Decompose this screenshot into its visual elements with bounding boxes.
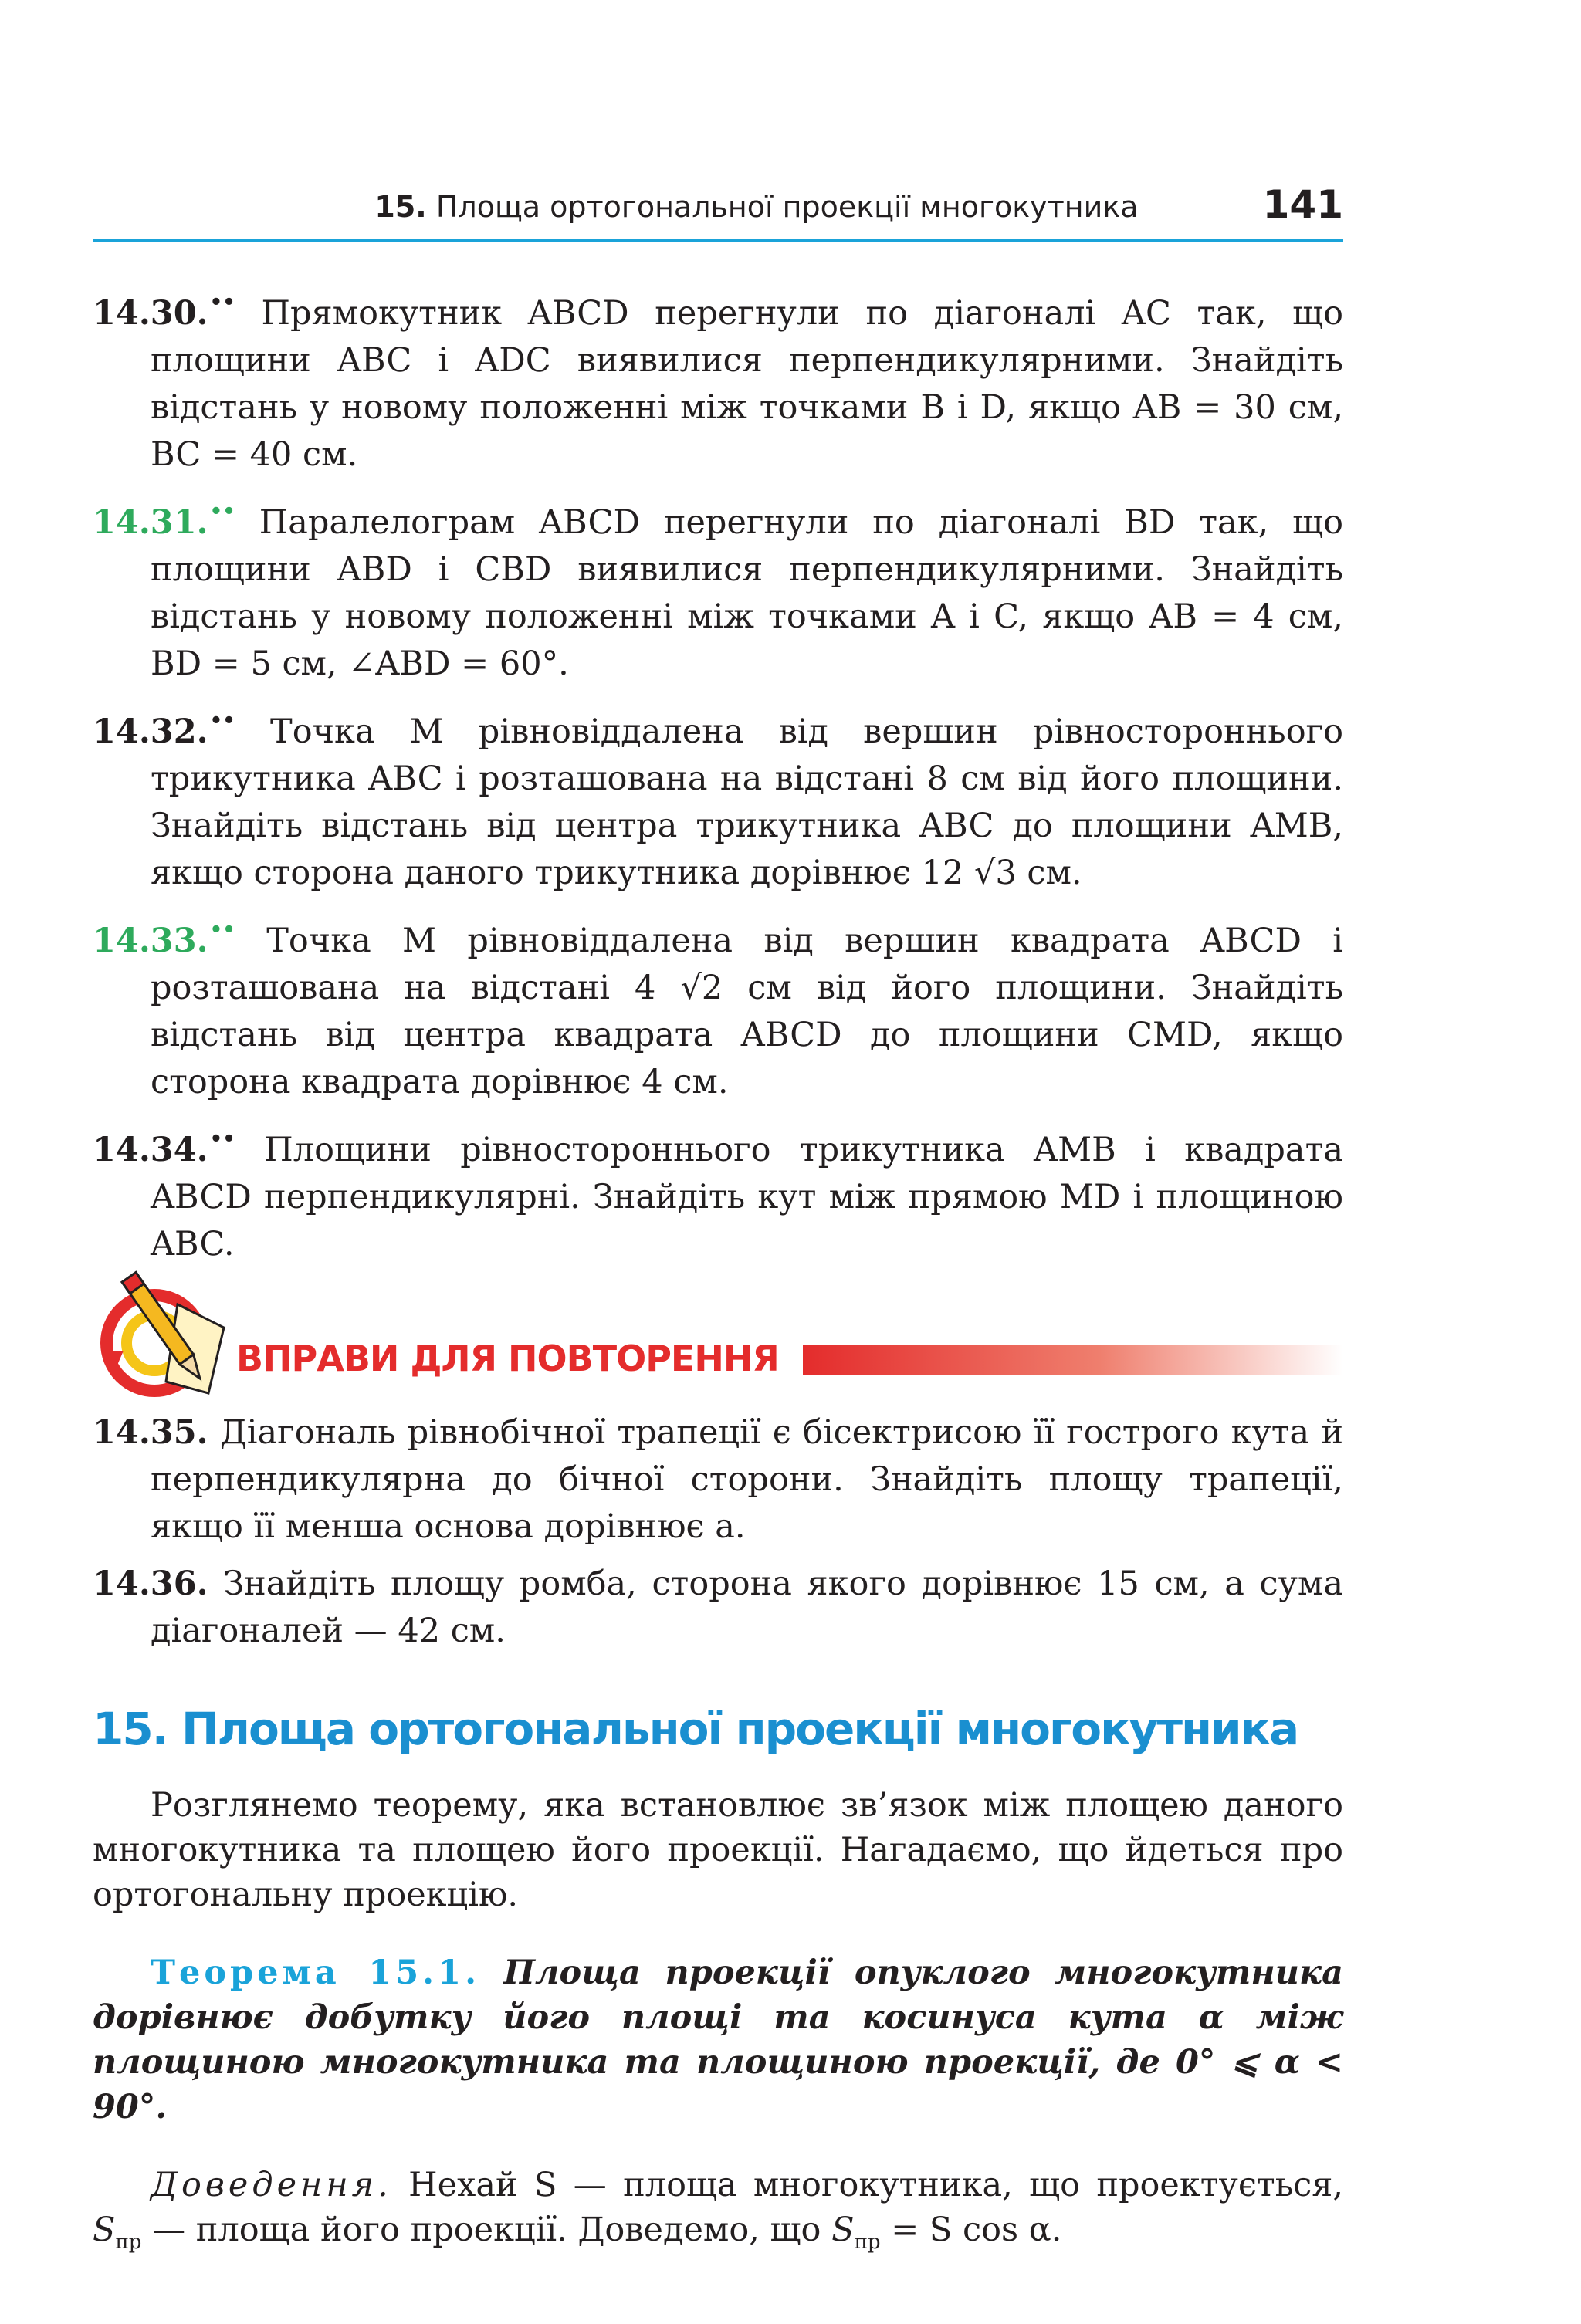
exercise-14-34 (93, 1116, 1343, 1268)
proof-text-2: — площа його проекції. Доведемо, що (152, 2211, 821, 2249)
exercise-text: Знайдіть площу ромба, сторона якого дорівнює 15 см, а сума діагоналей — 42 см. (151, 1565, 1343, 1650)
running-header-title (355, 184, 1158, 230)
difficulty-dots: •• (209, 500, 235, 523)
exercise-text: Паралелограм ABCD перегнули по діагоналі BD так, що площини ABD і CBD виявилися перпендикулярними. Знайдіть відстань у новому положенні між точками A і C, якщо AB = 4 см, BD = 5 см, ∠ABD = 60°. (151, 503, 1343, 683)
review-section-bar (803, 1345, 1343, 1375)
running-header-section-number: 15. (374, 190, 427, 224)
projection-area-symbol: S (93, 2211, 116, 2249)
exercise-14-33 (93, 907, 1343, 1106)
section-heading: 15. Площа ортогональної проекції многокутника (93, 1703, 1298, 1755)
difficulty-dots: •• (209, 918, 235, 942)
exercise-14-30 (93, 279, 1343, 479)
proof-text-1: Нехай S — площа многокутника, що проектується, (408, 2166, 1343, 2204)
page-number: 141 (1262, 182, 1343, 227)
exercise-number: 14.32. (93, 712, 208, 751)
exercise-number: 14.34. (93, 1131, 208, 1169)
review-section-title: ВПРАВИ ДЛЯ ПОВТОРЕННЯ (236, 1338, 779, 1379)
exercise-14-36 (93, 1561, 1343, 1655)
theorem-statement: Площа проекції опуклого многокутника дорівнює добутку його площі та косинуса кута α між площиною многокутника та площиною проекції, де 0° ⩽ α < 90°. (93, 1954, 1343, 2126)
proof-equation-tail: = S cos α. (891, 2211, 1062, 2249)
exercise-14-32 (93, 698, 1343, 897)
exercise-text: Діагональ рівнобічної трапеції є бісектрисою її гострого кута й перпендикулярна до бічної сторони. Знайдіть площу трапеції, якщо її менша основа дорівнює a. (151, 1413, 1343, 1546)
exercise-number: 14.31. (93, 503, 208, 542)
exercise-number: 14.30. (93, 294, 208, 333)
exercise-14-35 (93, 1409, 1343, 1551)
review-section-banner (93, 1258, 1343, 1397)
proof-paragraph (93, 2163, 1343, 2265)
projection-subscript-2: пр (854, 2231, 881, 2254)
proof-label: Доведення. (151, 2166, 392, 2204)
difficulty-dots: •• (209, 1128, 235, 1151)
pencil-target-icon (93, 1258, 247, 1397)
running-header (93, 184, 1343, 242)
exercise-text: Площини рівностороннього трикутника AMB і квадрата ABCD перпендикулярні. Знайдіть кут між прямою MD і площиною ABC. (151, 1131, 1343, 1263)
exercise-number: 14.36. (93, 1565, 208, 1603)
exercise-text: Прямокутник ABCD перегнули по діагоналі AC так, що площини ABC і ADC виявилися перпендикулярними. Знайдіть відстань у новому положенні між точками B і D, якщо AB = 30 см, BC = 40 см. (151, 294, 1343, 474)
running-header-section-title: Площа ортогональної проекції многокутника (435, 190, 1139, 224)
projection-subscript: пр (115, 2231, 142, 2254)
theorem-paragraph (93, 1950, 1343, 2129)
review-exercise-list (93, 1409, 1343, 1665)
exercise-number: 14.35. (93, 1413, 208, 1452)
projection-area-symbol-2: S (831, 2211, 855, 2249)
theorem-label: Теорема 15.1. (151, 1954, 481, 1992)
exercise-14-31 (93, 489, 1343, 688)
exercise-list (93, 279, 1343, 1278)
difficulty-dots: •• (209, 709, 235, 732)
exercise-number: 14.33. (93, 922, 208, 960)
intro-paragraph: Розглянемо теорему, яка встановлює зв’язок між площею даного многокутника та площею його проекції. Нагадаємо, що йдеться про ортогональну проекцію. (93, 1786, 1343, 1914)
exercise-text: Точка M рівновіддалена від вершин рівностороннього трикутника ABC і розташована на відстані 8 см від його площини. Знайдіть відстань від центра трикутника ABC до площини AMB, якщо сторона даного трикутника дорівнює 12 √3 см. (151, 712, 1344, 892)
difficulty-dots: •• (209, 291, 235, 314)
section-body (93, 1783, 1343, 2278)
exercise-text: Точка M рівновіддалена від вершин квадрата ABCD і розташована на відстані 4 √2 см від його площини. Знайдіть відстань від центра квадрата ABCD до площини CMD, якщо сторона квадрата дорівнює 4 см. (151, 922, 1344, 1101)
